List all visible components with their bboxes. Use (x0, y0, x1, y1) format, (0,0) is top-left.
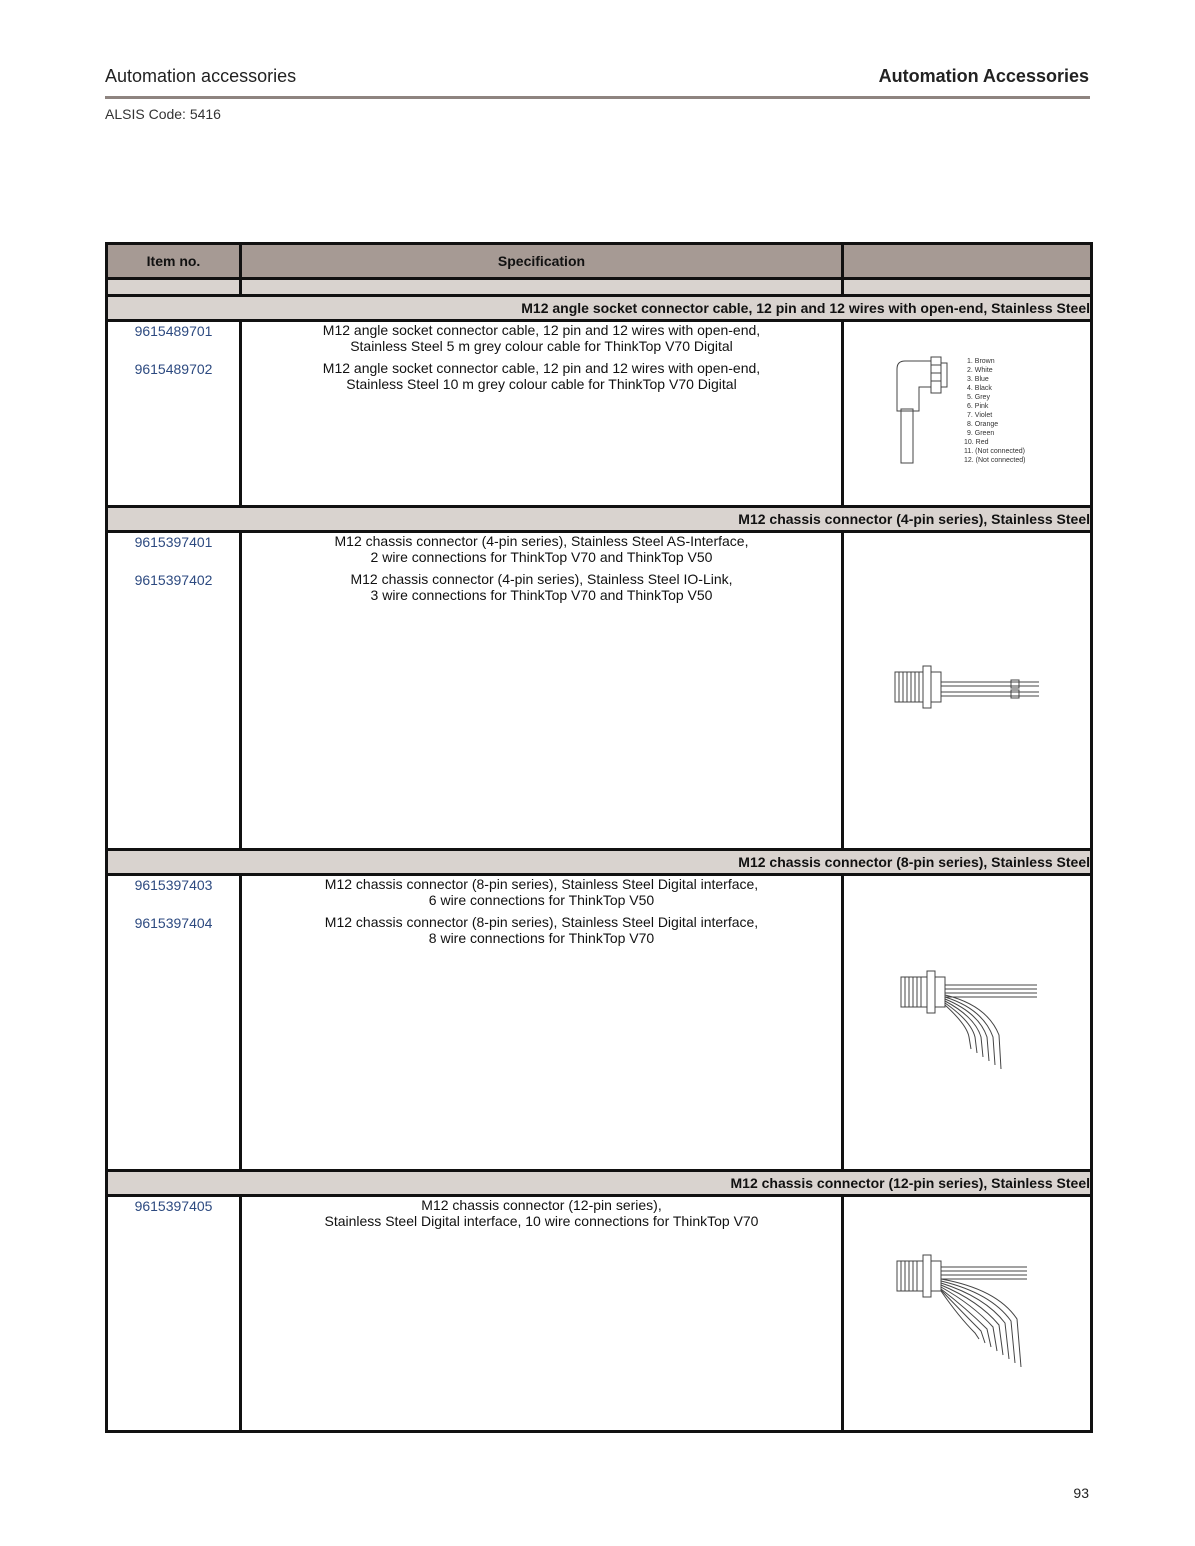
page-number: 93 (1073, 1485, 1089, 1501)
product-image-cell (843, 321, 1092, 507)
accessories-table (105, 242, 1093, 1433)
table-header-row (107, 244, 1092, 279)
section-title: M12 chassis connector (4-pin series), Stainless Steel (107, 507, 1092, 532)
chassis-connector-8pin-drawing (887, 965, 1047, 1075)
wire-label: 7. Violet (967, 412, 993, 419)
wire-label: 8. Orange (967, 421, 999, 428)
item-number-link[interactable]: 9615397401 (134, 534, 213, 550)
section-body (107, 1196, 1092, 1432)
section-header (107, 850, 1092, 875)
column-header-image (843, 244, 1092, 279)
item-number-link[interactable]: 9615397405 (134, 1198, 213, 1214)
item-number-cell (107, 532, 241, 850)
specification-cell (241, 1196, 843, 1432)
item-number-link[interactable]: 9615397404 (134, 915, 213, 931)
wire-label: 1. Brown (967, 358, 995, 365)
table-spacer-row (107, 279, 1092, 296)
header-chapter-title: Automation Accessories (878, 66, 1089, 86)
item-number-link[interactable]: 9615397402 (134, 572, 213, 588)
wire-label: 9. Green (967, 430, 995, 437)
product-image-cell (843, 532, 1092, 850)
section-header (107, 507, 1092, 532)
spec-entry: M12 chassis connector (12-pin series), Stainless Steel Digital interface, 10 wire connections for ThinkTop V70 (324, 1197, 759, 1229)
item-number-cell (107, 321, 241, 507)
column-header-item-no: Item no. (107, 244, 241, 279)
section-body (107, 321, 1092, 507)
header-section-title: Automation accessories (105, 66, 297, 86)
wire-label: 4. Black (967, 385, 992, 392)
product-image-cell (843, 875, 1092, 1171)
spec-entry: M12 chassis connector (4-pin series), Stainless Steel AS-Interface, 2 wire connections for ThinkTop V70 and ThinkTop V50 (334, 533, 749, 565)
angle-connector-drawing (887, 351, 1047, 471)
section-title: M12 chassis connector (12-pin series), Stainless Steel (107, 1171, 1092, 1196)
item-number-link[interactable]: 9615489701 (134, 323, 213, 339)
spec-entry: M12 chassis connector (4-pin series), Stainless Steel IO-Link, 3 wire connections for ThinkTop V70 and ThinkTop V50 (350, 571, 733, 603)
section-title: M12 chassis connector (8-pin series), Stainless Steel (107, 850, 1092, 875)
product-image-cell (843, 1196, 1092, 1432)
wire-label: 6. Pink (967, 403, 989, 410)
section-body (107, 875, 1092, 1171)
spec-entry: M12 chassis connector (8-pin series), Stainless Steel Digital interface, 8 wire connections for ThinkTop V70 (324, 914, 759, 946)
alsis-code: ALSIS Code: 5416 (105, 106, 221, 122)
wire-label: 3. Blue (967, 376, 989, 383)
section-title: M12 angle socket connector cable, 12 pin and 12 wires with open-end, Stainless Steel (107, 296, 1092, 321)
wire-label: 5. Grey (967, 394, 990, 401)
spec-entry: M12 angle socket connector cable, 12 pin and 12 wires with open-end, Stainless Steel 5 m grey colour cable for ThinkTop V70 Digital (322, 322, 761, 354)
spec-entry: M12 chassis connector (8-pin series), Stainless Steel Digital interface, 6 wire connections for ThinkTop V50 (324, 876, 759, 908)
item-number-link[interactable]: 9615489702 (134, 361, 213, 377)
section-body (107, 532, 1092, 850)
item-number-link[interactable]: 9615397403 (134, 877, 213, 893)
section-header (107, 1171, 1092, 1196)
chassis-connector-4pin-drawing (887, 658, 1047, 718)
wire-label: 10. Red (964, 439, 989, 446)
specification-cell (241, 321, 843, 507)
header-divider (105, 96, 1090, 99)
wire-label: 12. (Not connected) (964, 457, 1026, 464)
wire-label: 2. White (967, 367, 993, 374)
item-number-cell (107, 875, 241, 1171)
column-header-specification: Specification (241, 244, 843, 279)
specification-cell (241, 875, 843, 1171)
spec-entry: M12 angle socket connector cable, 12 pin and 12 wires with open-end, Stainless Steel 10 m grey colour cable for ThinkTop V70 Digital (322, 360, 761, 392)
item-number-cell (107, 1196, 241, 1432)
wire-label: 11. (Not connected) (964, 448, 1025, 455)
chassis-connector-12pin-drawing (887, 1249, 1047, 1373)
section-header (107, 296, 1092, 321)
specification-cell (241, 532, 843, 850)
